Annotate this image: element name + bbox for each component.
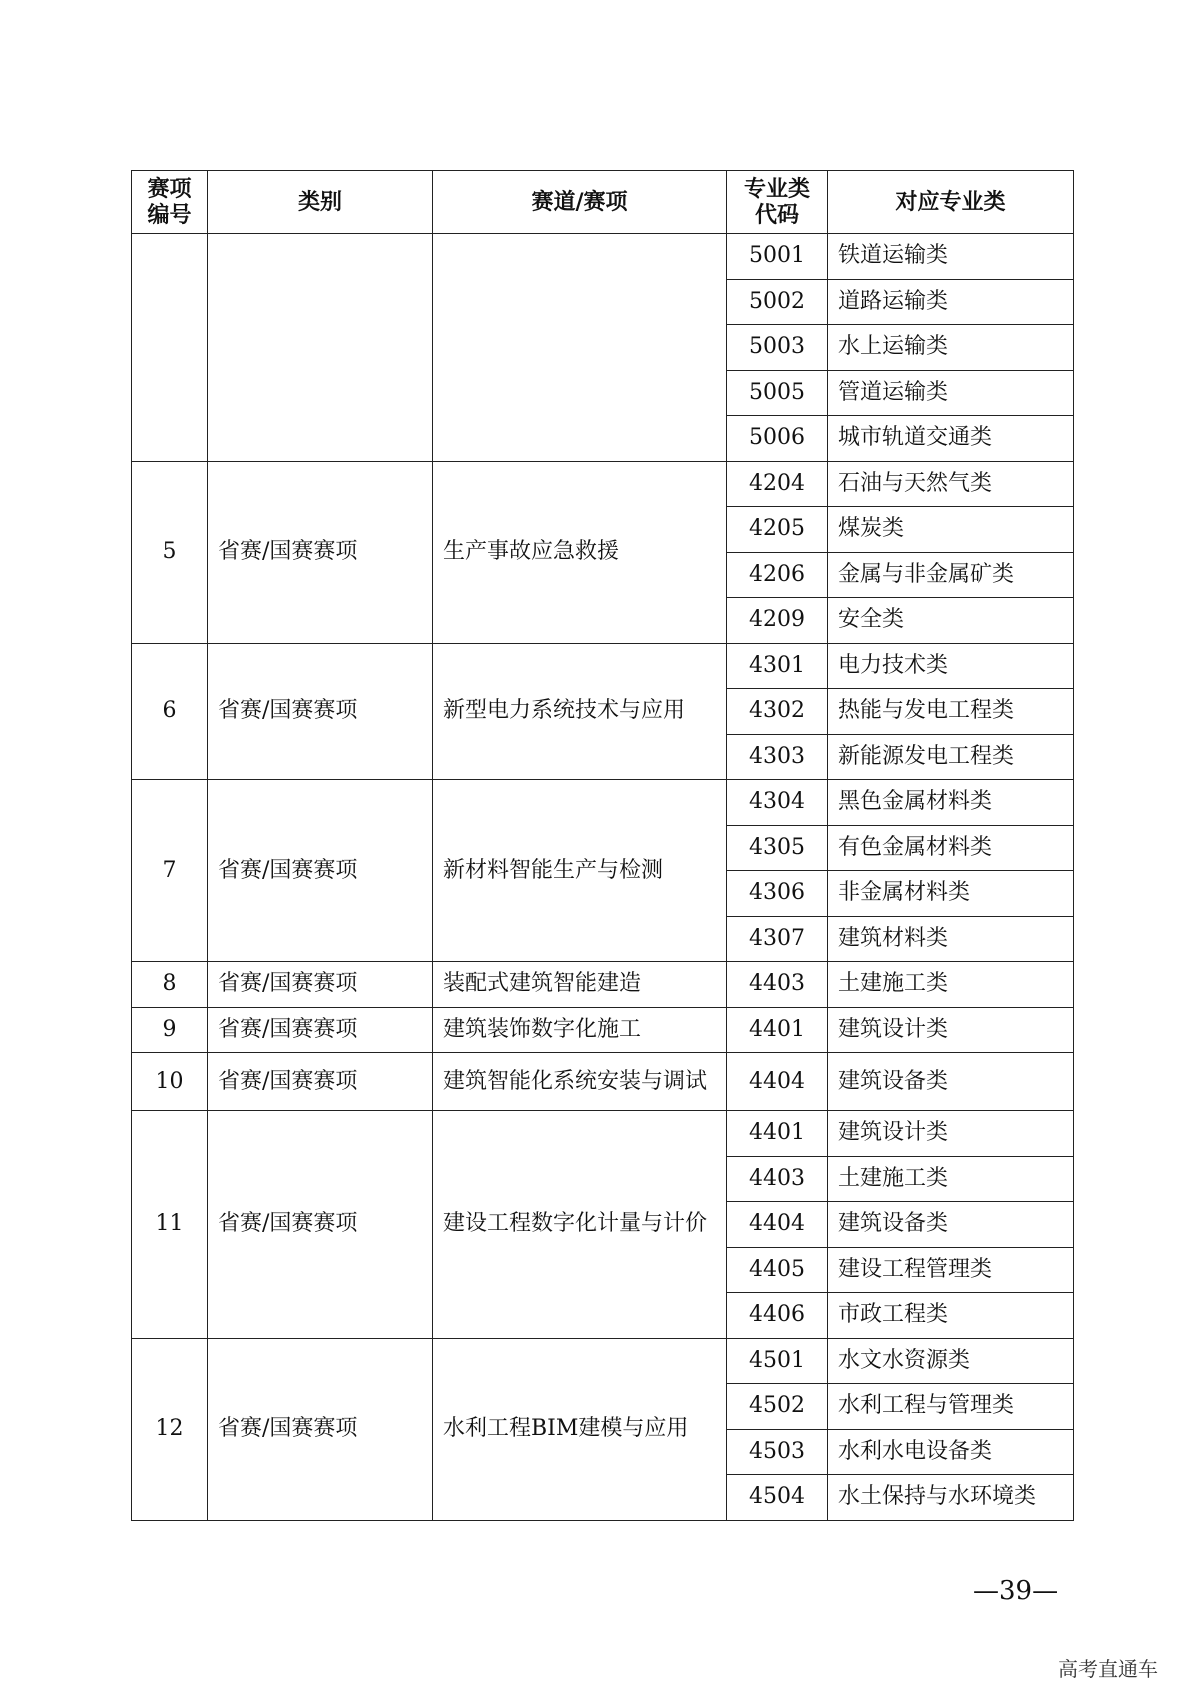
major-code-cell: 4304 bbox=[727, 780, 828, 826]
category-cell: 省赛/国赛赛项 bbox=[208, 1053, 433, 1111]
major-cell: 土建施工类 bbox=[828, 1156, 1074, 1202]
major-cell: 有色金属材料类 bbox=[828, 825, 1074, 871]
major-code-cell: 4503 bbox=[727, 1429, 828, 1475]
major-cell: 管道运输类 bbox=[828, 370, 1074, 416]
header-major-code: 专业类 代码 bbox=[727, 171, 828, 234]
page-number: —39— bbox=[973, 1576, 1059, 1606]
major-code-cell: 4305 bbox=[727, 825, 828, 871]
category-cell: 省赛/国赛赛项 bbox=[208, 1111, 433, 1339]
watermark: 高考直通车 bbox=[1058, 1657, 1158, 1681]
major-code-cell: 4405 bbox=[727, 1247, 828, 1293]
header-category: 类别 bbox=[208, 171, 433, 234]
major-cell: 非金属材料类 bbox=[828, 871, 1074, 917]
major-cell: 煤炭类 bbox=[828, 507, 1074, 553]
major-code-cell: 5003 bbox=[727, 325, 828, 371]
table-row bbox=[132, 1111, 1074, 1157]
header-event-number: 赛项 编号 bbox=[132, 171, 208, 234]
event-number-cell: 10 bbox=[132, 1053, 208, 1111]
major-code-cell: 4204 bbox=[727, 461, 828, 507]
table-row bbox=[132, 461, 1074, 507]
event-cell: 建筑智能化系统安装与调试 bbox=[433, 1053, 727, 1111]
header-event: 赛道/赛项 bbox=[433, 171, 727, 234]
table-row bbox=[132, 1338, 1074, 1384]
major-cell: 市政工程类 bbox=[828, 1293, 1074, 1339]
table-row bbox=[132, 962, 1074, 1008]
category-cell bbox=[208, 234, 433, 462]
major-cell: 安全类 bbox=[828, 598, 1074, 644]
major-code-cell: 4401 bbox=[727, 1007, 828, 1053]
event-cell: 生产事故应急救援 bbox=[433, 461, 727, 643]
event-number-cell: 7 bbox=[132, 780, 208, 962]
major-cell: 建设工程管理类 bbox=[828, 1247, 1074, 1293]
major-code-cell: 4205 bbox=[727, 507, 828, 553]
category-cell: 省赛/国赛赛项 bbox=[208, 780, 433, 962]
major-code-cell: 5001 bbox=[727, 234, 828, 280]
competition-table bbox=[131, 170, 1074, 1521]
major-code-cell: 4404 bbox=[727, 1202, 828, 1248]
major-code-cell: 4303 bbox=[727, 734, 828, 780]
table-row bbox=[132, 1007, 1074, 1053]
major-cell: 水土保持与水环境类 bbox=[828, 1475, 1074, 1521]
major-cell: 土建施工类 bbox=[828, 962, 1074, 1008]
category-cell: 省赛/国赛赛项 bbox=[208, 1338, 433, 1520]
major-code-cell: 4501 bbox=[727, 1338, 828, 1384]
category-cell: 省赛/国赛赛项 bbox=[208, 461, 433, 643]
major-cell: 铁道运输类 bbox=[828, 234, 1074, 280]
major-cell: 城市轨道交通类 bbox=[828, 416, 1074, 462]
major-cell: 水文水资源类 bbox=[828, 1338, 1074, 1384]
major-cell: 金属与非金属矿类 bbox=[828, 552, 1074, 598]
event-cell: 建设工程数字化计量与计价 bbox=[433, 1111, 727, 1339]
event-number-cell: 9 bbox=[132, 1007, 208, 1053]
event-number-cell: 5 bbox=[132, 461, 208, 643]
table-body bbox=[132, 234, 1074, 1521]
major-code-cell: 4502 bbox=[727, 1384, 828, 1430]
major-code-cell: 5002 bbox=[727, 279, 828, 325]
major-cell: 水上运输类 bbox=[828, 325, 1074, 371]
table-row bbox=[132, 1053, 1074, 1111]
major-cell: 黑色金属材料类 bbox=[828, 780, 1074, 826]
event-cell: 装配式建筑智能建造 bbox=[433, 962, 727, 1008]
major-code-cell: 4307 bbox=[727, 916, 828, 962]
major-cell: 石油与天然气类 bbox=[828, 461, 1074, 507]
category-cell: 省赛/国赛赛项 bbox=[208, 962, 433, 1008]
event-number-cell: 11 bbox=[132, 1111, 208, 1339]
major-code-cell: 4504 bbox=[727, 1475, 828, 1521]
major-cell: 建筑设备类 bbox=[828, 1202, 1074, 1248]
major-cell: 热能与发电工程类 bbox=[828, 689, 1074, 735]
event-cell bbox=[433, 234, 727, 462]
major-cell: 建筑设计类 bbox=[828, 1111, 1074, 1157]
table-row bbox=[132, 234, 1074, 280]
event-number-cell: 6 bbox=[132, 643, 208, 780]
major-code-cell: 4306 bbox=[727, 871, 828, 917]
event-cell: 建筑装饰数字化施工 bbox=[433, 1007, 727, 1053]
major-code-cell: 4403 bbox=[727, 1156, 828, 1202]
major-code-cell: 4401 bbox=[727, 1111, 828, 1157]
major-cell: 建筑设计类 bbox=[828, 1007, 1074, 1053]
table-row bbox=[132, 780, 1074, 826]
table-row bbox=[132, 643, 1074, 689]
event-cell: 水利工程BIM建模与应用 bbox=[433, 1338, 727, 1520]
major-code-cell: 5006 bbox=[727, 416, 828, 462]
major-cell: 建筑设备类 bbox=[828, 1053, 1074, 1111]
table-header-row bbox=[132, 171, 1074, 234]
major-cell: 道路运输类 bbox=[828, 279, 1074, 325]
major-code-cell: 5005 bbox=[727, 370, 828, 416]
event-number-cell bbox=[132, 234, 208, 462]
major-code-cell: 4209 bbox=[727, 598, 828, 644]
event-cell: 新材料智能生产与检测 bbox=[433, 780, 727, 962]
major-code-cell: 4206 bbox=[727, 552, 828, 598]
event-number-cell: 12 bbox=[132, 1338, 208, 1520]
major-code-cell: 4404 bbox=[727, 1053, 828, 1111]
major-cell: 水利工程与管理类 bbox=[828, 1384, 1074, 1430]
event-number-cell: 8 bbox=[132, 962, 208, 1008]
event-cell: 新型电力系统技术与应用 bbox=[433, 643, 727, 780]
major-code-cell: 4302 bbox=[727, 689, 828, 735]
category-cell: 省赛/国赛赛项 bbox=[208, 1007, 433, 1053]
category-cell: 省赛/国赛赛项 bbox=[208, 643, 433, 780]
major-cell: 电力技术类 bbox=[828, 643, 1074, 689]
major-code-cell: 4403 bbox=[727, 962, 828, 1008]
major-code-cell: 4406 bbox=[727, 1293, 828, 1339]
major-cell: 水利水电设备类 bbox=[828, 1429, 1074, 1475]
major-cell: 建筑材料类 bbox=[828, 916, 1074, 962]
major-code-cell: 4301 bbox=[727, 643, 828, 689]
header-major: 对应专业类 bbox=[828, 171, 1074, 234]
major-cell: 新能源发电工程类 bbox=[828, 734, 1074, 780]
